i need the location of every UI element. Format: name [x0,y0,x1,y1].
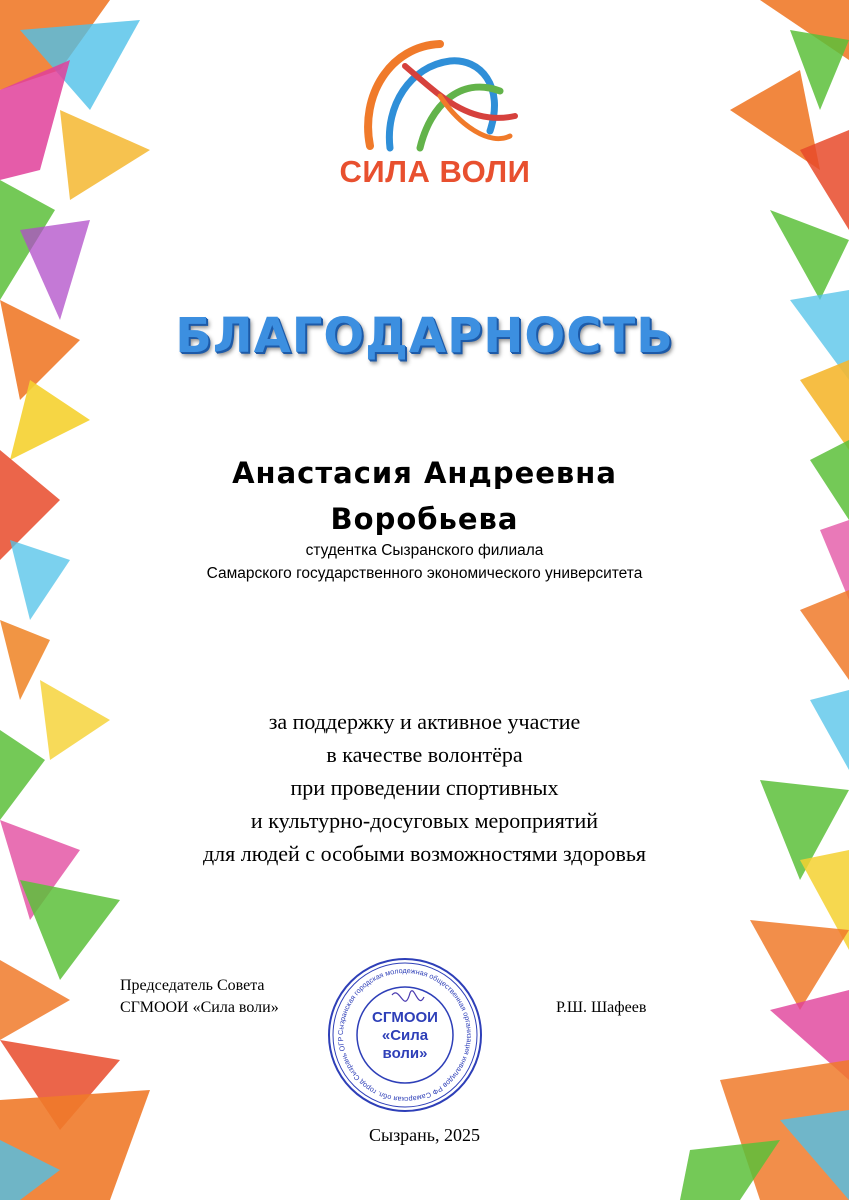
signature-position-line1: Председатель Совета [120,977,265,994]
organization-logo [330,36,540,196]
logo-text: СИЛА ВОЛИ [339,154,531,189]
reason-line-2: в качестве волонтёра [326,742,523,767]
stamp-seal-icon [322,955,488,1115]
signer-name: Р.Ш. Шафеев [556,999,647,1016]
document-title: БЛАГОДАРНОСТЬ [175,308,674,364]
reason-line-3: при проведении спортивных [290,775,559,800]
reason-line-4: и культурно-досуговых мероприятий [250,808,599,833]
place-date: Сызрань, 2025 [368,1125,481,1145]
reason-line-1: за поддержку и активное участие [268,709,581,734]
signature-position-line2: СГМООИ «Сила воли» [120,999,279,1016]
stamp-center-line3: воли» [382,1045,428,1062]
handwritten-signature [392,991,424,1002]
recipient-name-line1: Анастасия Андреевна [232,456,617,490]
stamp-center-line2: «Сила [381,1027,429,1044]
stamp-ring-text: Сызранская городская молодежная общественная организация инвалидов РФ Самарская обл. город Сызрань ОГР [335,965,475,1105]
reason-line-5: для людей с особыми возможностями здоровья [202,841,646,866]
stamp-center-line1: СГМООИ [372,1009,438,1026]
recipient-name-line2: Воробьева [330,502,519,536]
recipient-desc-line1: студентка Сызранского филиала [305,542,544,559]
official-stamp [322,955,488,1115]
logo-swoosh-icon [330,36,540,156]
recipient-desc-line2: Самарского государственного экономического университета [206,565,643,582]
